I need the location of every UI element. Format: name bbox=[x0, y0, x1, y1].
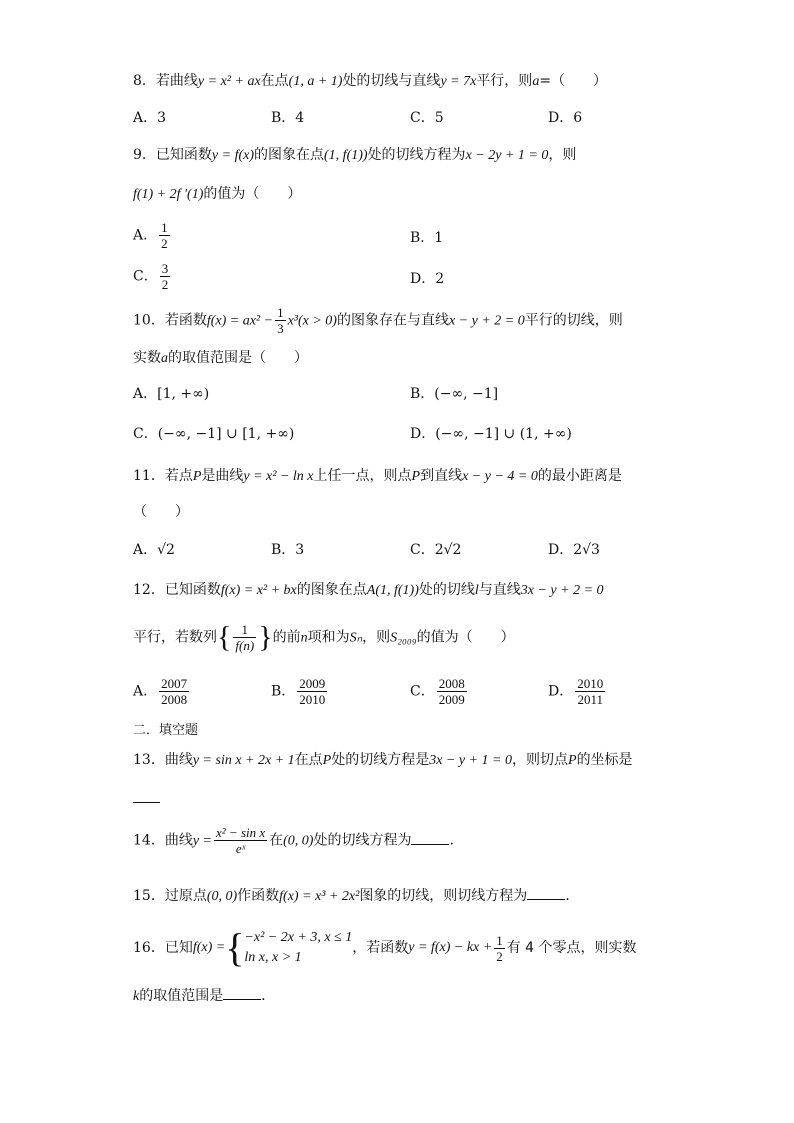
option-a bbox=[133, 220, 172, 251]
option-label: C． bbox=[410, 683, 435, 700]
option-c: C．5 bbox=[410, 110, 444, 126]
left-brace: { bbox=[225, 925, 245, 970]
fraction-numerator: 2010 bbox=[577, 676, 604, 691]
question-9-line2 bbox=[133, 185, 301, 204]
left-brace: { bbox=[217, 620, 232, 654]
question-text: 若函数 bbox=[164, 312, 207, 329]
question-text: 已知函数 bbox=[155, 147, 212, 163]
option-d: D．6 bbox=[548, 110, 583, 126]
question-number: 10． bbox=[133, 312, 165, 329]
question-text: 平行，则 bbox=[476, 73, 533, 89]
option-c bbox=[133, 261, 172, 292]
math-expression: A(1, f(1)) bbox=[366, 583, 419, 598]
question-text: 上任一点，则点 bbox=[313, 468, 412, 484]
fraction-numerator: 1 bbox=[161, 220, 168, 235]
fraction bbox=[437, 676, 467, 707]
math-variable: k bbox=[133, 989, 140, 1004]
fraction-denominator: 3 bbox=[277, 321, 284, 336]
question-text: 项和为 bbox=[307, 629, 350, 646]
question-text: 过原点 bbox=[164, 888, 207, 904]
math-expression: y = x² − ln x bbox=[243, 469, 314, 484]
math-expression: y = bbox=[192, 833, 212, 849]
fraction-denominator: f(n) bbox=[235, 638, 255, 653]
question-number: 8． bbox=[133, 73, 156, 89]
math-expression: x − y − 4 = 0 bbox=[462, 469, 538, 484]
question-14 bbox=[133, 825, 454, 856]
answer-blank[interactable] bbox=[223, 998, 261, 1000]
question-text: 处的切线 bbox=[418, 582, 475, 598]
option-b: B．3 bbox=[271, 542, 305, 558]
question-text: 的坐标是 bbox=[576, 752, 633, 768]
question-text: 有 4 个零点，则实数 bbox=[506, 940, 637, 956]
math-variable: P bbox=[322, 753, 332, 768]
fraction-denominator: eˣ bbox=[235, 841, 246, 856]
question-text: ． bbox=[565, 888, 580, 904]
question-text: ，若函数 bbox=[352, 940, 409, 956]
option-c: C．(−∞, −1] ∪ [1, +∞) bbox=[133, 426, 295, 442]
question-number: 15． bbox=[133, 888, 165, 904]
fraction bbox=[275, 305, 286, 336]
math-expression: y = f(x) bbox=[211, 148, 255, 163]
question-text: 处的切线方程为 bbox=[367, 147, 466, 163]
math-expression: x − 2y + 1 = 0 bbox=[465, 148, 549, 163]
question-text: 的前 bbox=[272, 629, 301, 646]
question-text: 的取值范围是 bbox=[139, 988, 224, 1004]
math-expression: f(x) = x² + bx bbox=[220, 583, 297, 598]
math-variable: S₂₀₀₉ bbox=[390, 630, 417, 646]
question-text: 图象的切线，则切线方程为 bbox=[359, 888, 528, 904]
fraction-denominator: 2009 bbox=[438, 692, 465, 707]
fraction bbox=[159, 676, 189, 707]
fraction-denominator: 2 bbox=[496, 948, 503, 964]
option-label: A． bbox=[133, 683, 158, 700]
section-heading: 二．填空题 bbox=[133, 723, 199, 738]
math-expression: y = x² + ax bbox=[197, 74, 261, 89]
option-a: A．√2 bbox=[133, 542, 175, 558]
piecewise-case: ln x, x > 1 bbox=[244, 950, 302, 965]
question-text: =（ ） bbox=[539, 73, 608, 89]
question-11-paren: （ ） bbox=[133, 504, 189, 520]
fraction bbox=[160, 261, 171, 292]
question-15 bbox=[133, 887, 579, 906]
fraction-numerator: 1 bbox=[277, 305, 284, 320]
math-variable: a bbox=[161, 351, 168, 366]
math-variable: l bbox=[474, 583, 479, 598]
option-d: D．(−∞, −1] ∪ (1, +∞) bbox=[410, 426, 572, 442]
question-text: 作函数 bbox=[237, 888, 280, 904]
fraction-numerator: 1 bbox=[496, 932, 503, 948]
question-text: 的最小距离是 bbox=[537, 468, 622, 484]
question-text: 的值为（ ） bbox=[416, 629, 515, 646]
option-d: D．2√3 bbox=[548, 542, 600, 558]
answer-blank[interactable] bbox=[133, 802, 160, 803]
option-c bbox=[410, 676, 469, 707]
question-text: 与直线 bbox=[478, 582, 521, 598]
math-expression: y = f(x) − kx + bbox=[408, 940, 493, 955]
fraction-numerator: 3 bbox=[161, 261, 169, 276]
question-text: 实数 bbox=[133, 350, 161, 366]
answer-blank[interactable] bbox=[527, 898, 565, 900]
question-8 bbox=[133, 72, 607, 91]
math-expression: y = sin x + 2x + 1 bbox=[192, 753, 295, 768]
math-variable: P bbox=[568, 753, 577, 768]
math-expression: (1, a + 1) bbox=[288, 74, 343, 89]
right-brace: } bbox=[258, 620, 273, 654]
question-text: 的取值范围是（ ） bbox=[168, 350, 308, 366]
fraction-denominator: 2010 bbox=[299, 692, 326, 707]
question-text: 曲线 bbox=[164, 832, 193, 849]
answer-blank[interactable] bbox=[411, 843, 449, 845]
question-text: 平行，若数列 bbox=[133, 629, 217, 646]
question-text: ，则 bbox=[362, 629, 391, 646]
question-text: 的图象在点 bbox=[254, 147, 325, 163]
question-number: 12． bbox=[133, 582, 165, 598]
question-text: 的值为（ ） bbox=[203, 186, 302, 202]
math-expression: f(1) + 2f '(1) bbox=[133, 187, 204, 202]
option-d: D．2 bbox=[410, 271, 445, 287]
fraction bbox=[575, 676, 605, 707]
fraction bbox=[494, 933, 505, 964]
fraction-numerator: x² − sin x bbox=[216, 825, 266, 840]
fraction-numerator: 2008 bbox=[438, 676, 465, 691]
question-text: 在点 bbox=[294, 752, 323, 768]
question-10-line2 bbox=[133, 349, 308, 368]
option-a: A．[1, +∞) bbox=[133, 386, 210, 402]
question-16-line2 bbox=[133, 987, 275, 1006]
fraction-numerator: 1 bbox=[233, 622, 256, 638]
math-expression: x − y + 2 = 0 bbox=[448, 313, 525, 329]
option-a: A．3 bbox=[133, 110, 167, 126]
math-expression: x³(x > 0) bbox=[287, 313, 337, 329]
question-12 bbox=[133, 581, 604, 600]
question-text: 在 bbox=[269, 832, 284, 849]
math-expression: y = 7x bbox=[440, 74, 477, 89]
math-expression: 3x − y + 1 = 0 bbox=[429, 753, 512, 768]
math-variable: P bbox=[411, 469, 421, 484]
math-expression: f(x) = bbox=[192, 940, 226, 955]
math-variable: a bbox=[532, 74, 540, 89]
fraction-denominator: 2 bbox=[161, 236, 168, 251]
question-text: ． bbox=[261, 988, 276, 1004]
question-number: 14． bbox=[133, 832, 165, 849]
option-label: B． bbox=[271, 683, 296, 700]
question-11 bbox=[133, 467, 622, 486]
math-expression: (0, 0) bbox=[283, 833, 314, 849]
math-variable: P bbox=[192, 469, 202, 484]
question-text: ，则切点 bbox=[512, 752, 568, 768]
fraction bbox=[214, 825, 267, 856]
question-text: 若曲线 bbox=[155, 73, 198, 89]
question-text: 曲线 bbox=[164, 752, 193, 768]
question-9 bbox=[133, 146, 576, 165]
fraction bbox=[233, 622, 256, 653]
math-expression: f(x) = ax² − bbox=[206, 313, 274, 329]
option-b: B．(−∞, −1] bbox=[410, 386, 499, 402]
question-10 bbox=[133, 305, 623, 336]
question-text: 平行的切线，则 bbox=[524, 312, 623, 329]
question-text: 若点 bbox=[164, 468, 193, 484]
question-text: 已知 bbox=[164, 940, 193, 956]
question-number: 9． bbox=[133, 147, 156, 163]
question-12-line2 bbox=[133, 622, 515, 653]
option-label: D． bbox=[548, 683, 574, 700]
question-number: 16． bbox=[133, 940, 165, 956]
math-expression: (1, f(1)) bbox=[324, 148, 368, 163]
question-text: 处的切线方程为 bbox=[313, 832, 412, 849]
fraction-numerator: 2009 bbox=[299, 676, 326, 691]
option-b: B．4 bbox=[271, 110, 305, 126]
question-text: 是曲线 bbox=[201, 468, 244, 484]
question-text: 的图象在点 bbox=[296, 582, 367, 598]
option-b: B．1 bbox=[410, 230, 444, 246]
fraction-denominator: 2011 bbox=[577, 692, 603, 707]
fraction-numerator: 2007 bbox=[161, 676, 188, 691]
fraction-denominator: 2008 bbox=[161, 692, 188, 707]
question-16 bbox=[133, 925, 637, 970]
math-variable: n bbox=[300, 630, 308, 646]
option-a bbox=[133, 676, 191, 707]
piecewise-cases bbox=[244, 928, 352, 968]
option-b bbox=[271, 676, 329, 707]
fraction bbox=[297, 676, 327, 707]
option-d bbox=[548, 676, 607, 707]
math-expression: (0, 0) bbox=[206, 889, 238, 904]
question-13 bbox=[133, 751, 633, 770]
question-text: . bbox=[449, 832, 454, 849]
math-variable: Sₙ bbox=[349, 630, 363, 646]
option-label: A． bbox=[133, 227, 158, 244]
question-text: 处的切线与直线 bbox=[342, 73, 441, 89]
fraction bbox=[159, 220, 170, 251]
option-c: C．2√2 bbox=[410, 542, 462, 558]
question-number: 11． bbox=[133, 468, 165, 484]
question-text: ，则 bbox=[548, 147, 577, 163]
question-text: 到直线 bbox=[420, 468, 463, 484]
math-expression: f(x) = x³ + 2x² bbox=[279, 889, 360, 904]
fraction-denominator: 2 bbox=[161, 277, 169, 292]
math-expression: 3x − y + 2 = 0 bbox=[520, 583, 604, 598]
question-text: 已知函数 bbox=[164, 582, 221, 598]
piecewise-case: −x² − 2x + 3, x ≤ 1 bbox=[244, 930, 353, 945]
question-text: 在点 bbox=[260, 73, 289, 89]
question-number: 13． bbox=[133, 752, 165, 768]
option-label: C． bbox=[133, 268, 158, 285]
question-text: 的图象存在与直线 bbox=[336, 312, 449, 329]
question-text: 处的切线方程是 bbox=[331, 752, 430, 768]
